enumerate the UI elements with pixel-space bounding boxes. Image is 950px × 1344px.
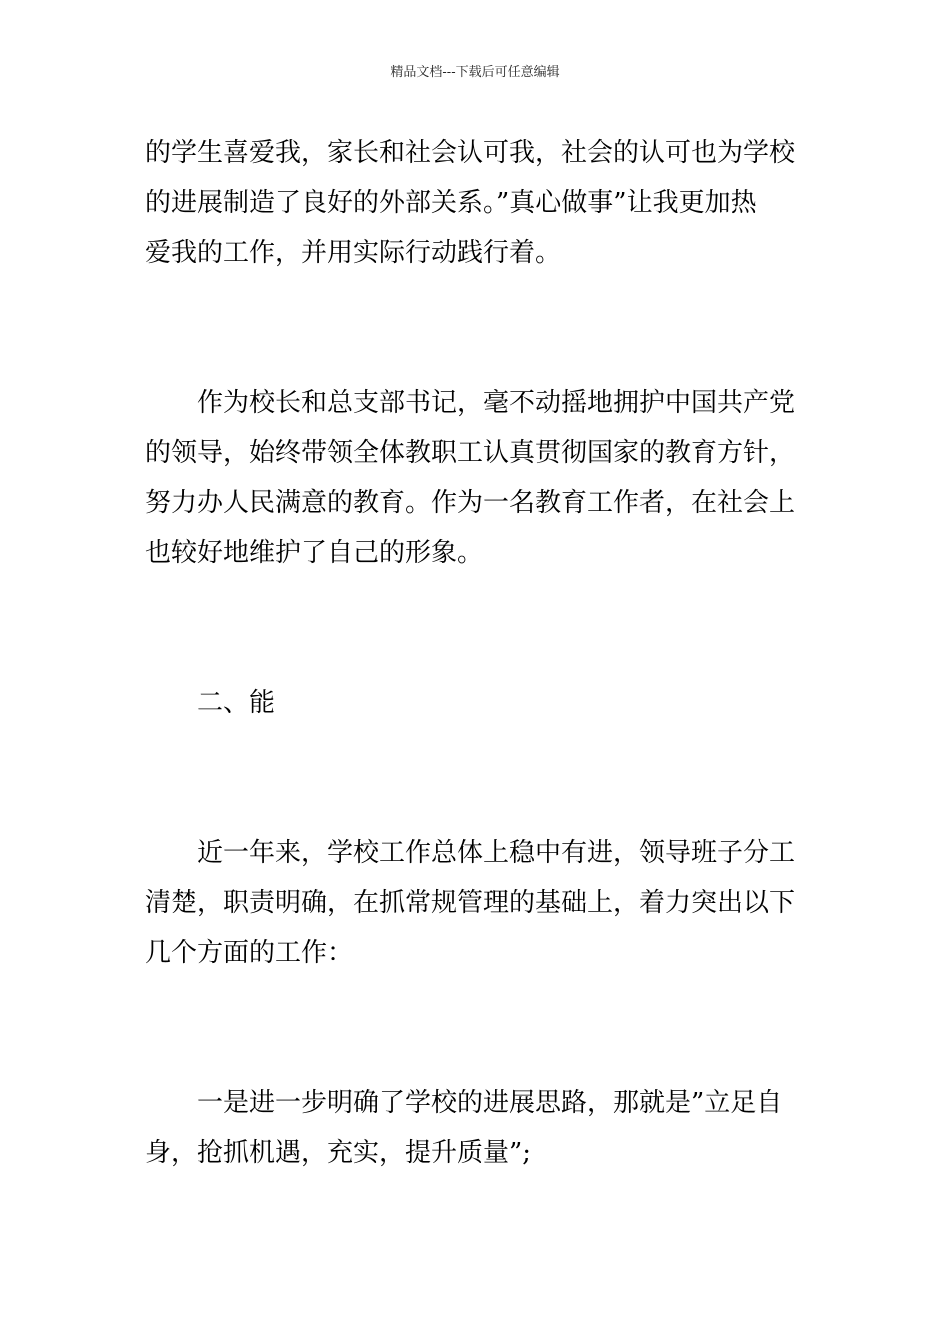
text-line: 的领导，始终带领全体教职工认真贯彻国家的教育方针， [145,438,796,468]
text-line: 的学生喜爱我，家长和社会认可我，社会的认可也为学校 [145,138,796,168]
text-line: 的进展制造了良好的外部关系。”真心做事”让我更加热 [145,188,757,218]
paragraph-1 [145,128,810,278]
text-line: 近一年来，学校工作总体上稳中有进，领导班子分工 [197,838,796,868]
page-header: 精品文档---下载后可任意编辑 [390,65,560,80]
paragraph-3 [145,828,810,978]
text-line: 几个方面的工作： [145,938,354,968]
text-line: 作为校长和总支部书记，毫不动摇地拥护中国共产党 [197,388,796,418]
text-line: 二、能 [197,688,276,718]
text-line: 爱我的工作，并用实际行动践行着。 [145,238,562,268]
text-line: 身，抢抓机遇，充实，提升质量”; [145,1138,532,1168]
paragraph-2 [145,378,810,578]
document-body [145,128,810,1178]
text-line: 也较好地维护了自己的形象。 [145,538,484,568]
text-line: 一是进一步明确了学校的进展思路，那就是”立足自 [197,1088,783,1118]
text-line: 清楚，职责明确，在抓常规管理的基础上，着力突出以下 [145,888,796,918]
text-line: 努力办人民满意的教育。作为一名教育工作者，在社会上 [145,488,796,518]
section-heading [145,678,810,728]
paragraph-4 [145,1078,810,1178]
